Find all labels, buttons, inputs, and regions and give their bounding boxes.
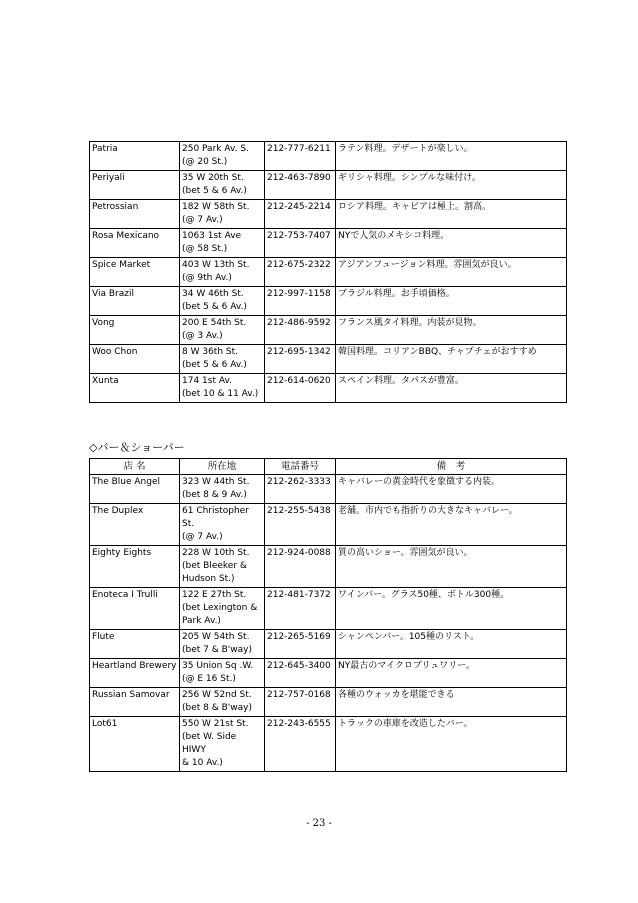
restaurant-phone: 212-463-7890 [265, 171, 336, 200]
bar-note: 老舗。市内でも指折りの大きなキャバレー。 [336, 504, 567, 546]
bar-name: The Blue Angel [90, 475, 180, 504]
bar-row [90, 475, 567, 504]
restaurant-address: 250 Park Av. S. (@ 20 St.) [180, 142, 265, 171]
header-address: 所在地 [180, 459, 265, 475]
restaurant-note: フランス風タイ料理。内装が見物。 [336, 316, 567, 345]
bar-address: 122 E 27th St. (bet Lexington & Park Av.) [180, 588, 265, 630]
restaurant-address: 35 W 20th St. (bet 5 & 6 Av.) [180, 171, 265, 200]
restaurant-row [90, 229, 567, 258]
restaurant-row [90, 287, 567, 316]
bar-name: Heartland Brewery [90, 659, 180, 688]
restaurant-row [90, 374, 567, 403]
restaurant-address: 34 W 46th St. (bet 5 & 6 Av.) [180, 287, 265, 316]
header-phone: 電話番号 [265, 459, 336, 475]
bar-address: 550 W 21st St. (bet W. Side HIWY & 10 Av.) [180, 717, 265, 772]
restaurant-row [90, 142, 567, 171]
restaurant-phone: 212-245-2214 [265, 200, 336, 229]
bar-name: Russian Samovar [90, 688, 180, 717]
page-number: - 23 - [306, 818, 332, 829]
bar-address: 228 W 10th St. (bet Bleeker & Hudson St.) [180, 546, 265, 588]
bar-name: Enoteca I Trulli [90, 588, 180, 630]
bar-row [90, 630, 567, 659]
bar-phone: 212-924-0088 [265, 546, 336, 588]
restaurant-phone: 212-753-7407 [265, 229, 336, 258]
restaurant-address: 403 W 13th St. (@ 9th Av.) [180, 258, 265, 287]
bar-phone: 212-265-5169 [265, 630, 336, 659]
bar-phone: 212-255-5438 [265, 504, 336, 546]
restaurant-phone: 212-614-0620 [265, 374, 336, 403]
restaurant-row [90, 171, 567, 200]
bar-table-header [90, 459, 567, 475]
restaurant-note: アジアンフュージョン料理。雰囲気が良い。 [336, 258, 567, 287]
bar-note: NY最古のマイクロブリュワリー。 [336, 659, 567, 688]
restaurant-note: ラテン料理。デザートが楽しい。 [336, 142, 567, 171]
bar-name: Eighty Eights [90, 546, 180, 588]
restaurant-note: スペイン料理。タパスが豊富。 [336, 374, 567, 403]
bar-address: 323 W 44th St. (bet 8 & 9 Av.) [180, 475, 265, 504]
restaurant-name: Woo Chon [90, 345, 180, 374]
restaurant-row [90, 200, 567, 229]
restaurant-phone: 212-675-2322 [265, 258, 336, 287]
bar-phone: 212-262-3333 [265, 475, 336, 504]
restaurant-row [90, 258, 567, 287]
restaurant-name: Xunta [90, 374, 180, 403]
restaurant-name: Vong [90, 316, 180, 345]
restaurant-address: 8 W 36th St. (bet 5 & 6 Av.) [180, 345, 265, 374]
restaurant-name: Patria [90, 142, 180, 171]
bar-note: シャンペンバー。105種のリスト。 [336, 630, 567, 659]
bar-note: キャバレーの黄金時代を象徴する内装。 [336, 475, 567, 504]
bar-row [90, 717, 567, 772]
bar-address: 205 W 54th St. (bet 7 & B'way) [180, 630, 265, 659]
bar-note: 質の高いショー。雰囲気が良い。 [336, 546, 567, 588]
restaurant-phone: 212-486-9592 [265, 316, 336, 345]
bar-row [90, 688, 567, 717]
bar-section-title: ◇バー＆ショーバー [89, 441, 185, 454]
restaurant-phone: 212-695-1342 [265, 345, 336, 374]
header-note: 備 考 [336, 459, 567, 475]
bar-note: ワインバー。グラス50種、ボトル300種。 [336, 588, 567, 630]
bar-name: Lot61 [90, 717, 180, 772]
bar-phone: 212-645-3400 [265, 659, 336, 688]
restaurant-name: Periyali [90, 171, 180, 200]
restaurant-address: 1063 1st Ave (@ 58 St.) [180, 229, 265, 258]
bar-address: 61 Christopher St. (@ 7 Av.) [180, 504, 265, 546]
bar-table [89, 458, 567, 772]
restaurant-name: Spice Market [90, 258, 180, 287]
restaurant-note: ロシア料理。キャビアは極上。割高。 [336, 200, 567, 229]
restaurant-note: NYで人気のメキシコ料理。 [336, 229, 567, 258]
bar-name: The Duplex [90, 504, 180, 546]
restaurant-phone: 212-997-1158 [265, 287, 336, 316]
bar-phone: 212-757-0168 [265, 688, 336, 717]
restaurant-table [89, 141, 567, 403]
restaurant-address: 200 E 54th St. (@ 3 Av.) [180, 316, 265, 345]
restaurant-phone: 212-777-6211 [265, 142, 336, 171]
bar-row [90, 659, 567, 688]
restaurant-address: 182 W 58th St. (@ 7 Av.) [180, 200, 265, 229]
bar-row [90, 588, 567, 630]
restaurant-name: Via Brazil [90, 287, 180, 316]
bar-address: 35 Union Sq .W. (@ E 16 St.) [180, 659, 265, 688]
bar-note: 各種のウォッカを堪能できる [336, 688, 567, 717]
bar-row [90, 504, 567, 546]
bar-phone: 212-243-6555 [265, 717, 336, 772]
bar-name: Flute [90, 630, 180, 659]
restaurant-address: 174 1st Av. (bet 10 & 11 Av.) [180, 374, 265, 403]
header-name: 店 名 [90, 459, 180, 475]
bar-phone: 212-481-7372 [265, 588, 336, 630]
restaurant-note: ブラジル料理。お手頃価格。 [336, 287, 567, 316]
restaurant-note: ギリシャ料理。シンプルな味付け。 [336, 171, 567, 200]
restaurant-row [90, 316, 567, 345]
restaurant-name: Petrossian [90, 200, 180, 229]
bar-row [90, 546, 567, 588]
restaurant-name: Rosa Mexicano [90, 229, 180, 258]
restaurant-row [90, 345, 567, 374]
bar-note: トラックの車庫を改造したバー。 [336, 717, 567, 772]
bar-address: 256 W 52nd St. (bet 8 & B'way) [180, 688, 265, 717]
restaurant-note: 韓国料理。コリアンBBQ、チャプチェがおすすめ [336, 345, 567, 374]
